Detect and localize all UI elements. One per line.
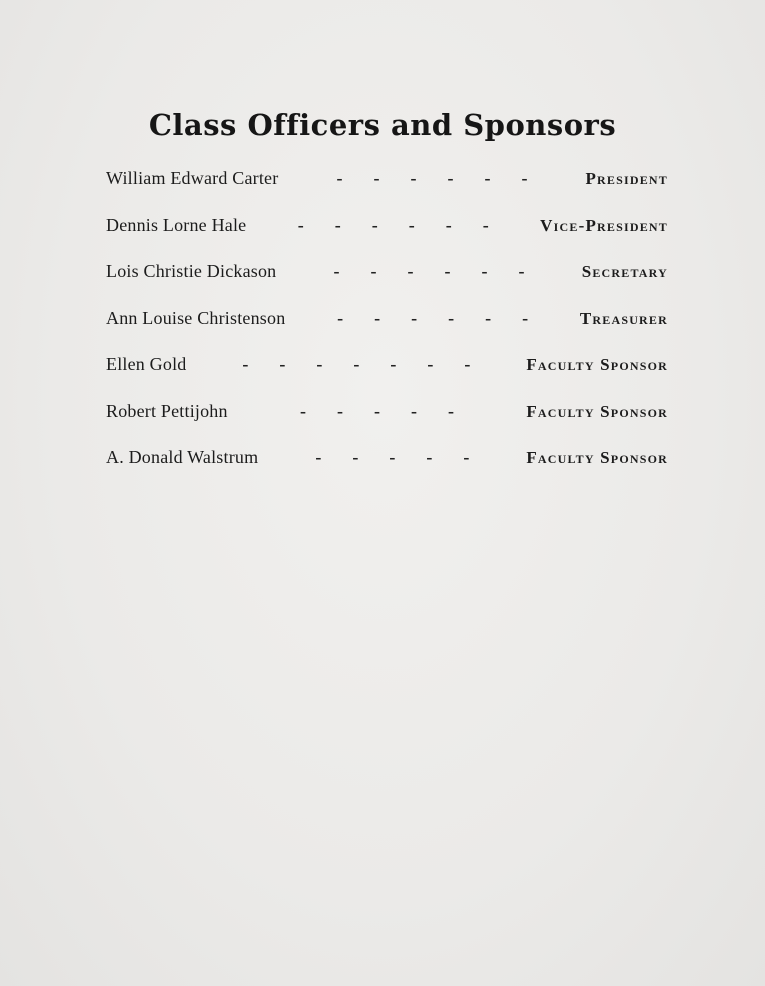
leader-dash: - [408, 214, 415, 235]
officer-name: Lois Christie Dickason [106, 261, 277, 281]
officer-name: William Edward Carter [106, 168, 279, 188]
leader-dash: - [444, 261, 451, 281]
leader-dash: - [463, 447, 470, 467]
officer-row [106, 354, 668, 401]
leader-dash: - [448, 307, 455, 328]
leader-dash: - [447, 168, 454, 188]
leader-dash: - [390, 354, 397, 374]
leader-dash: - [333, 261, 340, 281]
leader-dash: - [410, 168, 417, 188]
dot-leader [187, 354, 527, 375]
dot-leader [285, 308, 579, 329]
leader-dash: - [337, 307, 344, 328]
leader-dash: - [448, 400, 455, 421]
officer-name: A. Donald Walstrum [106, 447, 259, 467]
officer-name: Robert Pettijohn [106, 400, 228, 421]
leader-dash: - [427, 354, 434, 374]
dot-leader [258, 447, 526, 468]
leader-dash: - [373, 168, 380, 188]
leader-dash: - [411, 307, 418, 328]
leader-dash: - [353, 354, 360, 374]
officer-row [106, 215, 668, 262]
officer-role: Faculty Sponsor [526, 355, 668, 374]
page-title: Class Officers and Sponsors [148, 108, 617, 142]
leader-dash: - [352, 447, 359, 467]
officer-row [106, 447, 668, 494]
officer-role: Faculty Sponsor [526, 401, 668, 421]
leader-dash: - [426, 447, 433, 467]
officer-name: Ann Louise Christenson [106, 307, 286, 328]
dot-leader [246, 215, 540, 236]
leader-dash: - [484, 168, 491, 188]
dot-leader [276, 261, 581, 282]
leader-dash: - [518, 261, 525, 281]
leader-dash: - [464, 354, 471, 374]
officer-row [106, 401, 668, 448]
leader-dash: - [482, 214, 489, 235]
leader-dash: - [337, 400, 344, 421]
leader-dash: - [374, 400, 381, 421]
leader-dash: - [389, 447, 396, 467]
officer-list [106, 168, 668, 494]
leader-dash: - [485, 307, 492, 328]
leader-dash: - [371, 214, 378, 235]
leader-dash: - [300, 400, 307, 421]
leader-dash: - [521, 168, 528, 188]
leader-dash: - [411, 400, 418, 421]
leader-dash: - [481, 261, 488, 281]
officer-role: Secretary [581, 262, 668, 281]
leader-dash: - [336, 168, 343, 188]
officer-name: Dennis Lorne Hale [106, 214, 247, 235]
leader-dash: - [316, 354, 323, 374]
leader-dash: - [522, 307, 529, 328]
leader-dash: - [297, 214, 304, 235]
officer-row [106, 261, 668, 308]
dot-leader [278, 168, 585, 189]
officer-role: President [585, 169, 668, 188]
leader-dash: - [407, 261, 414, 281]
officer-role: Faculty Sponsor [526, 448, 668, 467]
leader-dash: - [374, 307, 381, 328]
leader-dash: - [334, 214, 341, 235]
leader-dash: - [445, 214, 452, 235]
leader-dash: - [279, 354, 286, 374]
dot-leader [228, 401, 527, 422]
officer-role: Vice-President [540, 215, 668, 235]
officer-name: Ellen Gold [106, 354, 187, 374]
officer-row [106, 308, 668, 355]
leader-dash: - [315, 447, 322, 467]
officer-role: Treasurer [579, 308, 668, 328]
leader-dash: - [242, 354, 249, 374]
leader-dash: - [370, 261, 377, 281]
officer-row [106, 168, 668, 215]
